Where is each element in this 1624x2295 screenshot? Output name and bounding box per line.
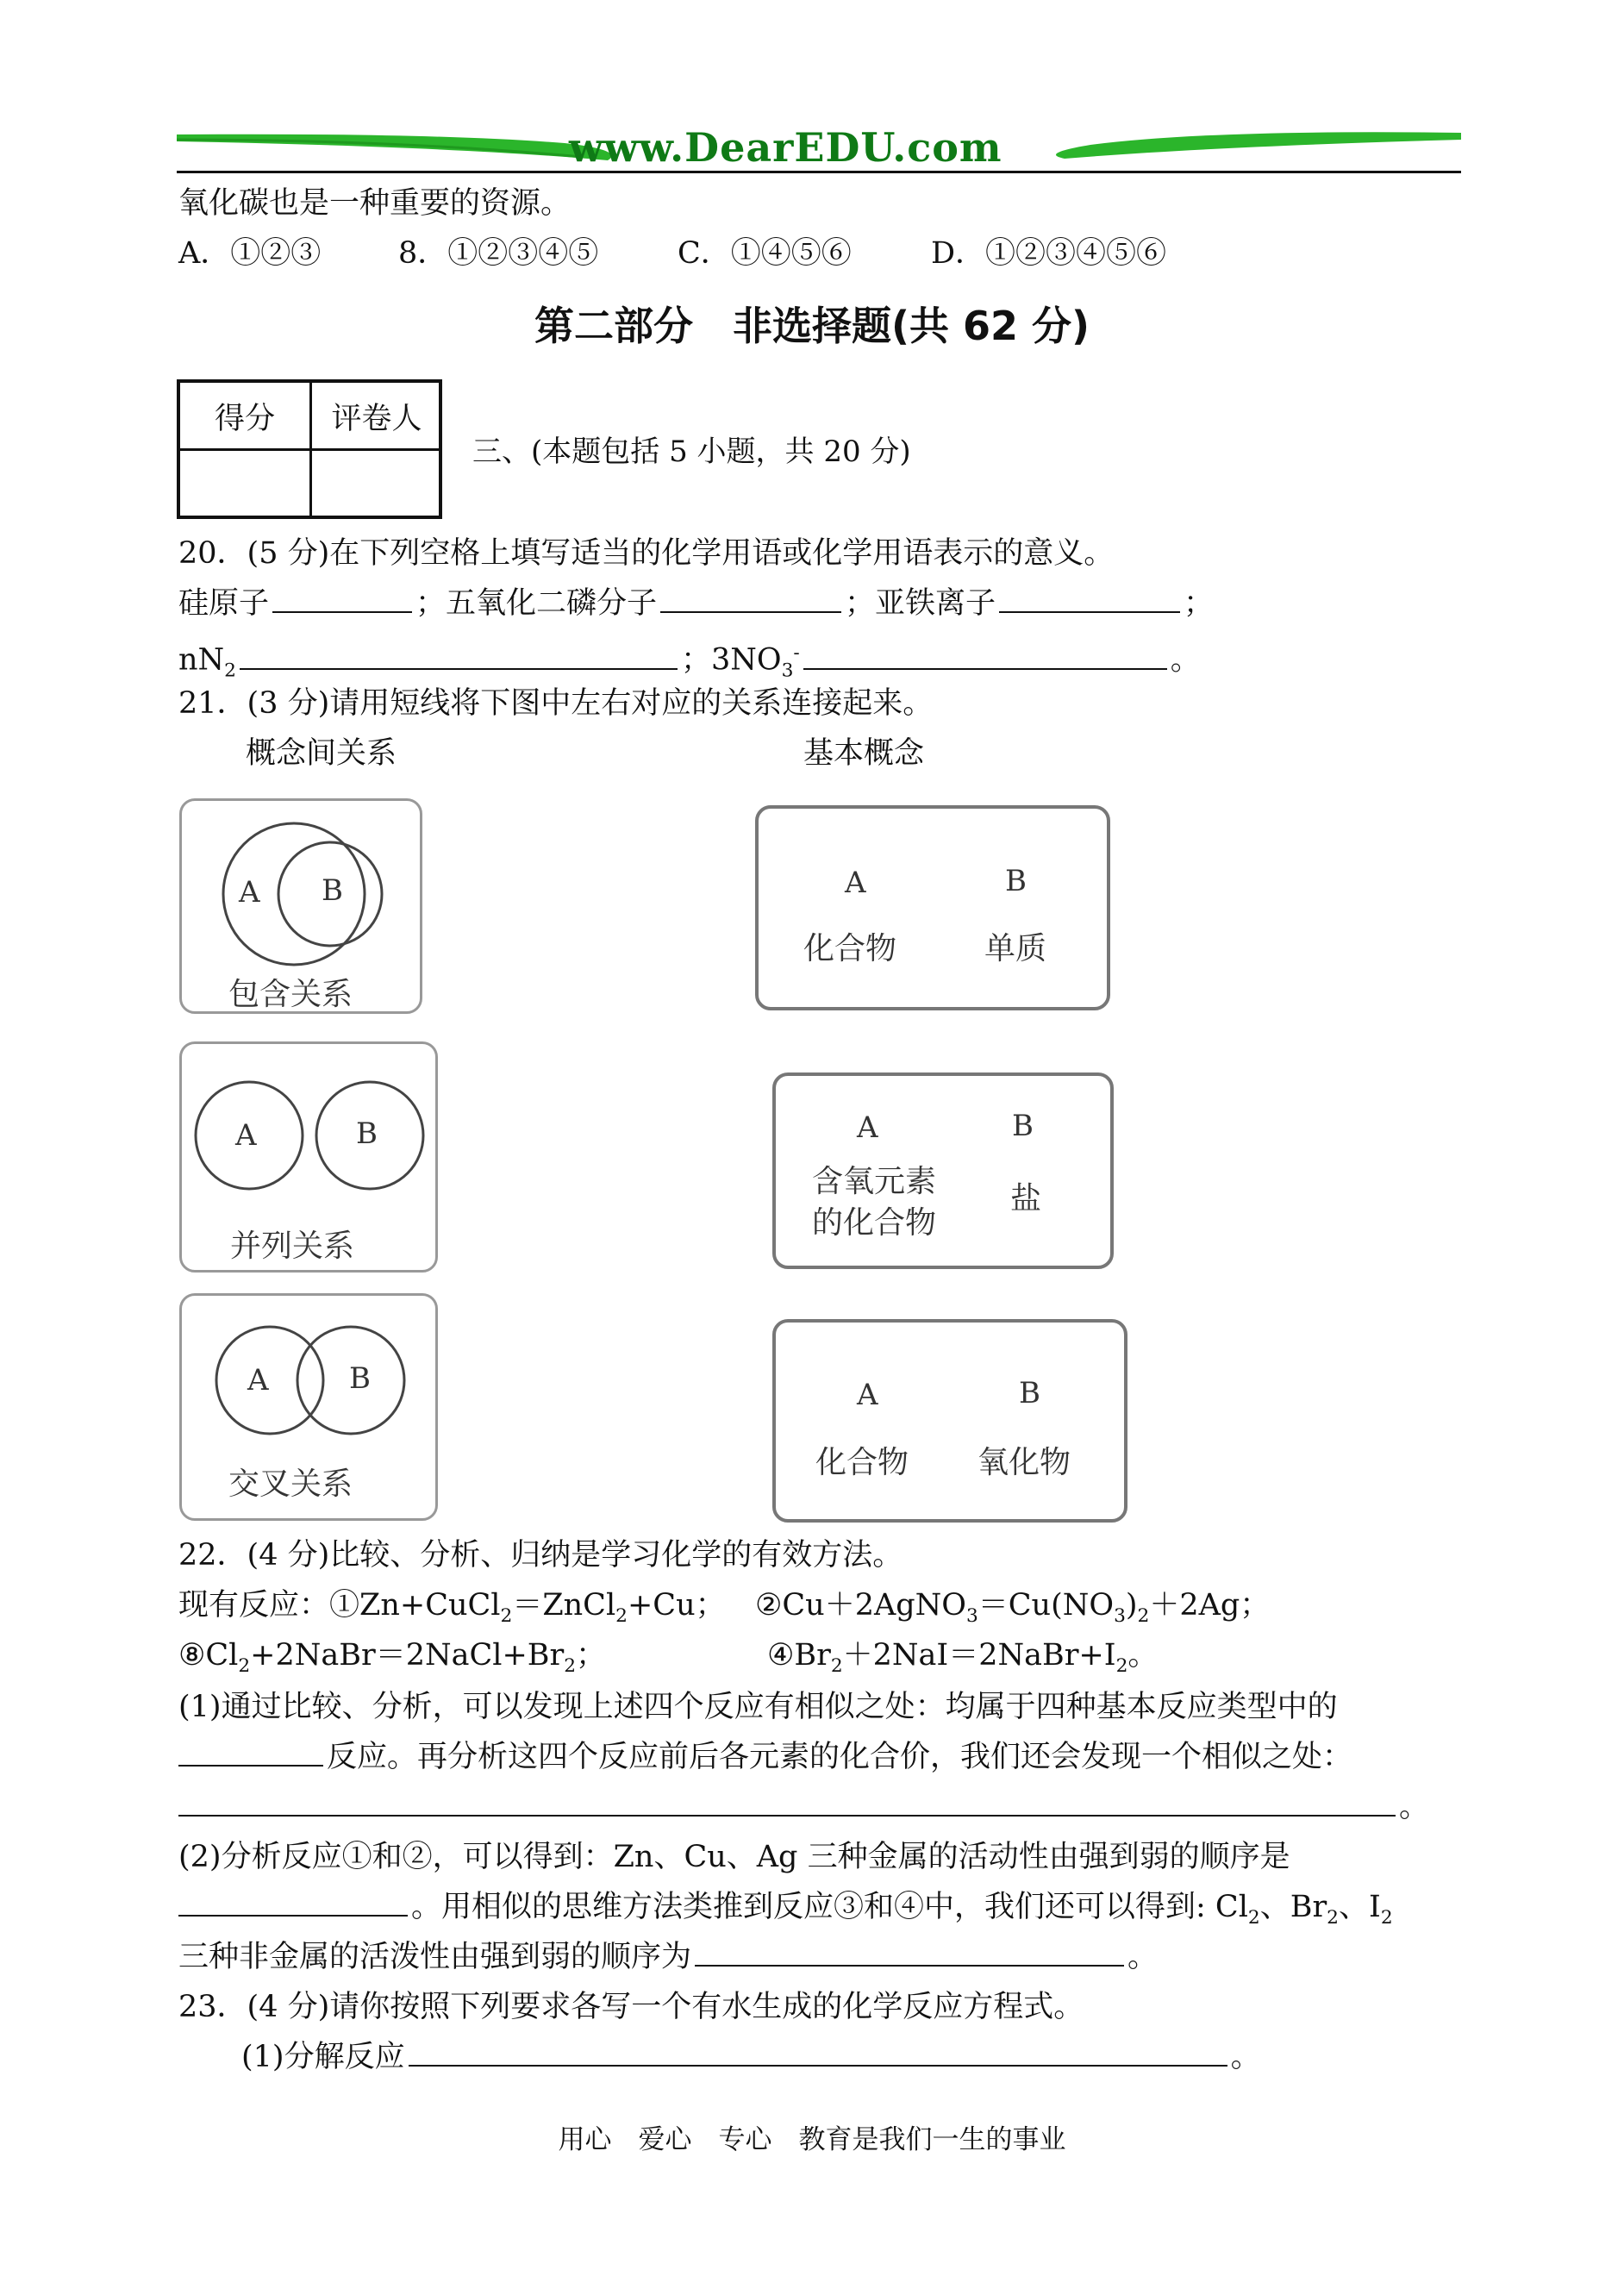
concept1-b: B bbox=[1005, 864, 1027, 898]
concept2-a-text2: 的化合物 bbox=[812, 1205, 937, 1241]
concept2-b: B bbox=[1012, 1109, 1034, 1143]
concept3-a: A bbox=[857, 1378, 878, 1412]
parallel-b: B bbox=[356, 1116, 378, 1151]
q22-p2-line2: 。用相似的思维方法类推到反应③和④中，我们还可以得到: $Cl_2$、$Br_2$、$I_2$ bbox=[178, 1888, 1393, 1937]
q22-stem: 22．(4 分)比较、分析、归纳是学习化学的有效方法。 bbox=[178, 1538, 903, 1573]
q20-line2: $nN_2$ ；$3NO_3^-$ 。 bbox=[178, 642, 1201, 682]
concept3-a-text: 化合物 bbox=[815, 1445, 909, 1480]
q22-reaction-4: $④Br_2+2NaI=2NaBr+I_2$。 bbox=[767, 1638, 1159, 1677]
section-title: 第二部分 非选择题(共 62 分) bbox=[534, 303, 1090, 349]
relation-box-parallel bbox=[179, 1041, 438, 1273]
grader-label: 评卷人 bbox=[331, 402, 422, 436]
q22-reaction-2: $②Cu+2AgNO_3=Cu(NO_3)_2+2Ag$； bbox=[755, 1588, 1271, 1627]
concept1-a: A bbox=[845, 866, 866, 900]
q20-line1: 硅原子 ；五氧化二磷分子 ；亚铁离子 ； bbox=[178, 586, 1215, 621]
concept-box-2 bbox=[772, 1072, 1114, 1269]
q20-stem: 20．(5 分)在下列空格上填写适当的化学用语或化学用语表示的意义。 bbox=[178, 536, 1115, 571]
q22-p1-line1: (1)通过比较、分析，可以发现上述四个反应有相似之处：均属于四种基本反应类型中的 bbox=[178, 1690, 1338, 1724]
q22-p2-line3: 三种非金属的活泼性由强到弱的顺序为 。 bbox=[178, 1940, 1159, 1974]
page-footer: 用心 爱心 专心 教育是我们一生的事业 bbox=[558, 2124, 1066, 2155]
q22-p1-line2: 反应。再分析这四个反应前后各元素的化合价，我们还会发现一个相似之处： bbox=[178, 1738, 1352, 1776]
cross-caption: 交叉关系 bbox=[228, 1466, 353, 1502]
prev-option-c: C．①④⑤⑥ bbox=[678, 236, 852, 271]
contain-a: A bbox=[239, 875, 260, 910]
concept3-b-text: 氧化物 bbox=[978, 1445, 1071, 1480]
concept2-b-text: 盐 bbox=[1010, 1181, 1042, 1216]
prev-line: 氧化碳也是一种重要的资源。 bbox=[178, 186, 572, 221]
q21-right-header: 基本概念 bbox=[803, 736, 925, 771]
score-table bbox=[177, 379, 442, 519]
concept1-a-text: 化合物 bbox=[803, 931, 897, 966]
q22-p2-line1: (2)分析反应①和②，可以得到：Zn、Cu、Ag 三种金属的活动性由强到弱的顺序是 bbox=[178, 1840, 1290, 1874]
q22-reaction-1: 现有反应：①Zn+CuCl$_2$＝ZnCl$_2$+Cu； bbox=[178, 1588, 726, 1627]
concept-box-3 bbox=[772, 1319, 1127, 1523]
score-label: 得分 bbox=[214, 402, 275, 436]
q21-left-header: 概念间关系 bbox=[246, 736, 397, 771]
header-banner bbox=[177, 121, 1461, 172]
contain-caption: 包含关系 bbox=[228, 977, 353, 1012]
header-rule bbox=[177, 171, 1461, 173]
cross-a: A bbox=[247, 1363, 269, 1398]
cross-b: B bbox=[349, 1361, 371, 1396]
part3-title: 三、(本题包括 5 小题，共 20 分) bbox=[472, 435, 911, 469]
prev-option-d: D．①②③④⑤⑥ bbox=[931, 236, 1167, 271]
prev-option-a: A．①②③ bbox=[178, 236, 322, 271]
parallel-caption: 并列关系 bbox=[230, 1229, 355, 1264]
q23-p1: (1)分解反应 。 bbox=[241, 2040, 1261, 2074]
concept2-a: A bbox=[857, 1110, 878, 1145]
concept2-a-text1: 含氧元素 bbox=[812, 1164, 937, 1199]
parallel-a: A bbox=[235, 1118, 257, 1153]
concept-box-1 bbox=[755, 805, 1110, 1010]
site-name: www.DearEDU.com bbox=[569, 124, 1003, 171]
concept1-b-text: 单质 bbox=[984, 931, 1047, 966]
relation-box-contain bbox=[179, 798, 422, 1014]
q22-p1-line3: 。 bbox=[178, 1788, 1429, 1826]
contain-b: B bbox=[322, 873, 343, 908]
q21-stem: 21．(3 分)请用短线将下图中左右对应的关系连接起来。 bbox=[178, 686, 934, 721]
prev-option-b: 8．①②③④⑤ bbox=[398, 236, 599, 271]
q23-stem: 23．(4 分)请你按照下列要求各写一个有水生成的化学反应方程式。 bbox=[178, 1990, 1084, 2024]
q22-reaction-3: $⑧Cl_2+2NaBr=2NaCl+Br_2$； bbox=[178, 1638, 607, 1677]
concept3-b: B bbox=[1019, 1376, 1040, 1410]
relation-box-cross bbox=[179, 1293, 438, 1521]
